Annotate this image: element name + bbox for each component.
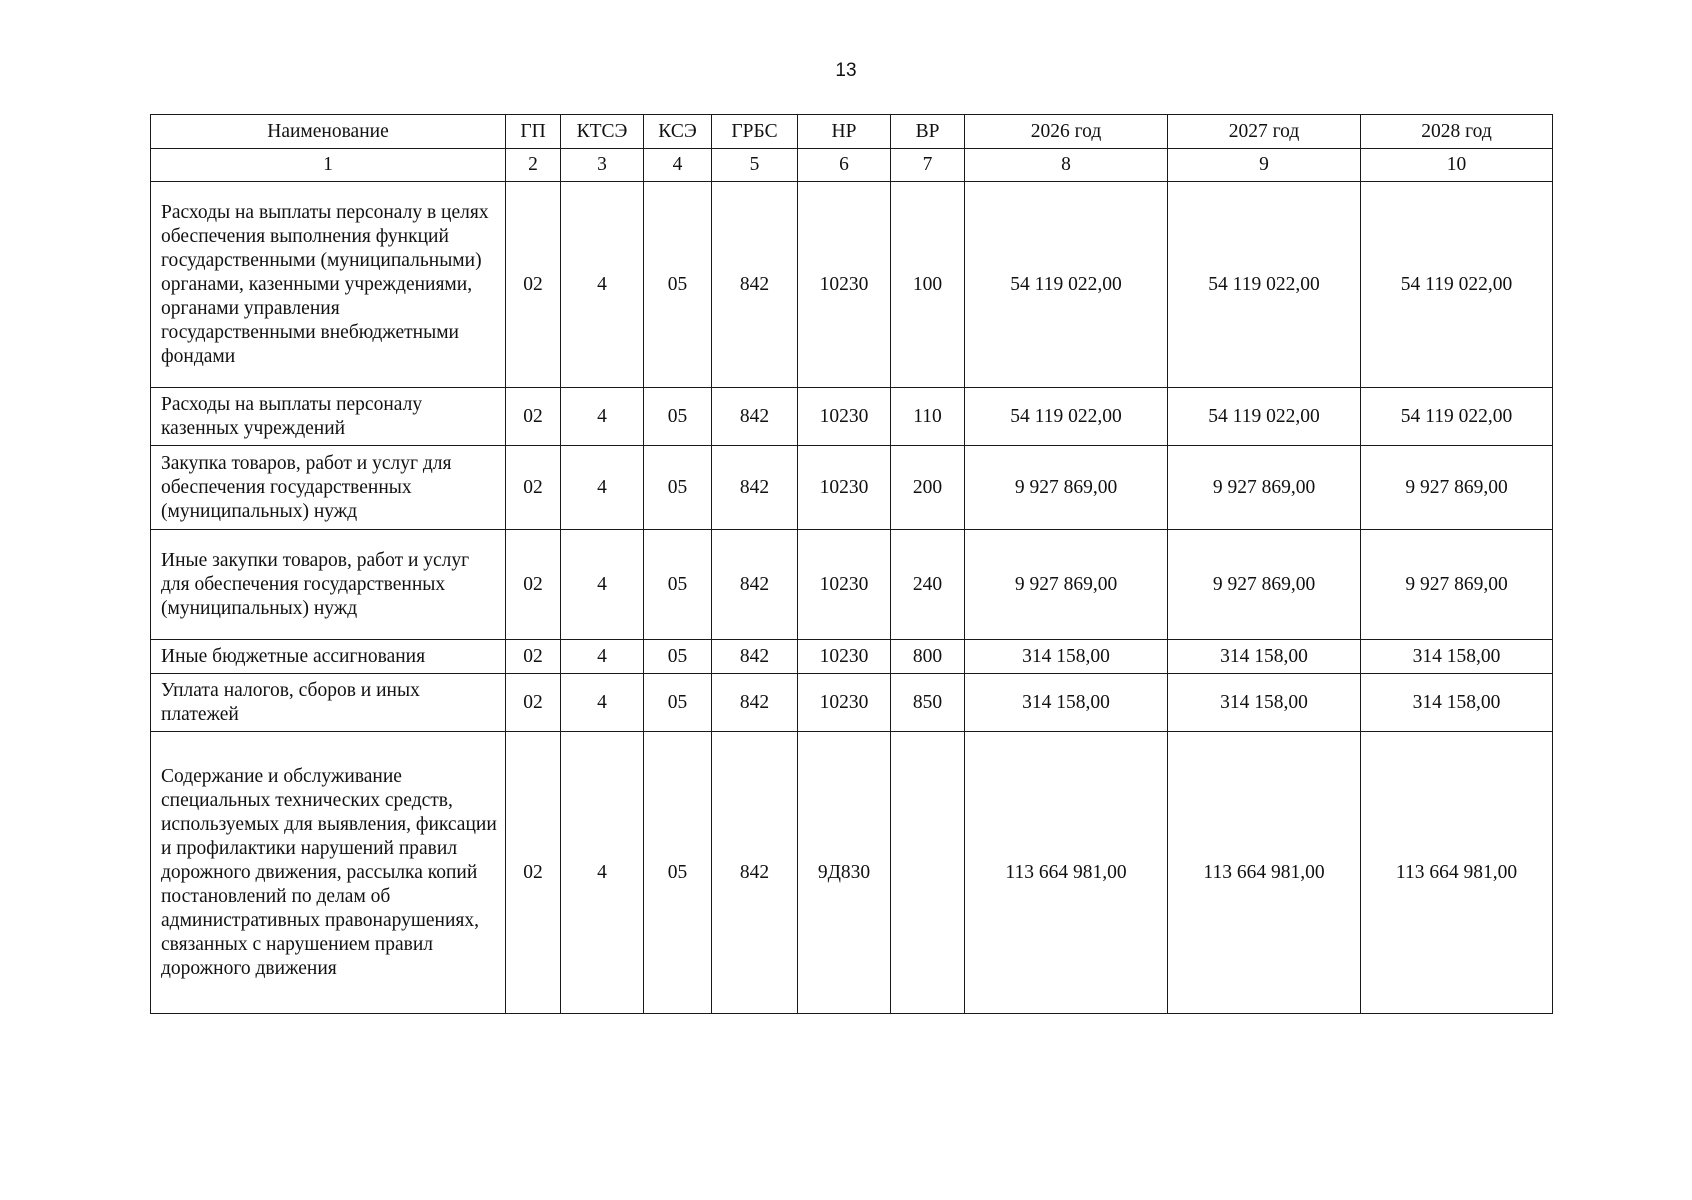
kse-cell: 05 — [644, 530, 712, 640]
header-cell-2028: 2028 год — [1361, 115, 1553, 149]
nr-cell: 10230 — [798, 446, 891, 530]
vr-cell — [891, 732, 965, 1014]
table-row — [151, 446, 1553, 530]
vr-cell: 100 — [891, 182, 965, 388]
amount-2027-cell: 9 927 869,00 — [1168, 446, 1361, 530]
amount-2027-cell: 54 119 022,00 — [1168, 182, 1361, 388]
gp-cell: 02 — [506, 674, 561, 732]
column-number: 1 — [151, 149, 506, 182]
amount-2028-cell: 314 158,00 — [1361, 640, 1553, 674]
amount-2026-cell: 54 119 022,00 — [965, 182, 1168, 388]
grbs-cell: 842 — [712, 182, 798, 388]
table-row — [151, 388, 1553, 446]
amount-2027-cell: 314 158,00 — [1168, 640, 1361, 674]
ktse-cell: 4 — [561, 388, 644, 446]
grbs-cell: 842 — [712, 388, 798, 446]
row-name-cell: Расходы на выплаты персоналу в целях обеспечения выполнения функций государственными (муниципальными) органами, казенными учреждениями, органами управления государственными внебюджетными фондами — [151, 182, 506, 388]
header-cell-2027: 2027 год — [1168, 115, 1361, 149]
table-row — [151, 640, 1553, 674]
amount-2027-cell: 54 119 022,00 — [1168, 388, 1361, 446]
ktse-cell: 4 — [561, 674, 644, 732]
column-number: 5 — [712, 149, 798, 182]
amount-2026-cell: 314 158,00 — [965, 674, 1168, 732]
row-name-cell: Уплата налогов, сборов и иных платежей — [151, 674, 506, 732]
kse-cell: 05 — [644, 182, 712, 388]
amount-2027-cell: 113 664 981,00 — [1168, 732, 1361, 1014]
amount-2028-cell: 54 119 022,00 — [1361, 182, 1553, 388]
column-number: 8 — [965, 149, 1168, 182]
row-name-cell: Закупка товаров, работ и услуг для обеспечения государственных (муниципальных) нужд — [151, 446, 506, 530]
kse-cell: 05 — [644, 640, 712, 674]
grbs-cell: 842 — [712, 732, 798, 1014]
nr-cell: 10230 — [798, 674, 891, 732]
amount-2027-cell: 314 158,00 — [1168, 674, 1361, 732]
gp-cell: 02 — [506, 732, 561, 1014]
gp-cell: 02 — [506, 182, 561, 388]
amount-2028-cell: 113 664 981,00 — [1361, 732, 1553, 1014]
row-name-cell: Расходы на выплаты персоналу казенных учреждений — [151, 388, 506, 446]
nr-cell: 10230 — [798, 388, 891, 446]
vr-cell: 240 — [891, 530, 965, 640]
gp-cell: 02 — [506, 446, 561, 530]
ktse-cell: 4 — [561, 732, 644, 1014]
table-row — [151, 530, 1553, 640]
column-number: 10 — [1361, 149, 1553, 182]
vr-cell: 110 — [891, 388, 965, 446]
amount-2026-cell: 54 119 022,00 — [965, 388, 1168, 446]
kse-cell: 05 — [644, 732, 712, 1014]
ktse-cell: 4 — [561, 640, 644, 674]
vr-cell: 200 — [891, 446, 965, 530]
vr-cell: 850 — [891, 674, 965, 732]
header-cell-grbs: ГРБС — [712, 115, 798, 149]
amount-2028-cell: 9 927 869,00 — [1361, 446, 1553, 530]
kse-cell: 05 — [644, 446, 712, 530]
column-number: 3 — [561, 149, 644, 182]
amount-2026-cell: 314 158,00 — [965, 640, 1168, 674]
header-cell-2026: 2026 год — [965, 115, 1168, 149]
column-number-row — [151, 149, 1553, 182]
nr-cell: 10230 — [798, 640, 891, 674]
table-row — [151, 674, 1553, 732]
header-cell-vr: ВР — [891, 115, 965, 149]
grbs-cell: 842 — [712, 446, 798, 530]
amount-2028-cell: 9 927 869,00 — [1361, 530, 1553, 640]
header-cell-gp: ГП — [506, 115, 561, 149]
grbs-cell: 842 — [712, 640, 798, 674]
header-cell-name: Наименование — [151, 115, 506, 149]
column-number: 4 — [644, 149, 712, 182]
kse-cell: 05 — [644, 674, 712, 732]
table-row — [151, 182, 1553, 388]
grbs-cell: 842 — [712, 674, 798, 732]
header-row — [151, 115, 1553, 149]
ktse-cell: 4 — [561, 446, 644, 530]
amount-2026-cell: 9 927 869,00 — [965, 530, 1168, 640]
nr-cell: 10230 — [798, 530, 891, 640]
ktse-cell: 4 — [561, 182, 644, 388]
row-name-cell: Содержание и обслуживание специальных технических средств, используемых для выявления, фиксации и профилактики нарушений правил дорожного движения, рассылка копий постановлений по делам об административных правонарушениях, связанных с нарушением правил дорожного движения — [151, 732, 506, 1014]
amount-2026-cell: 113 664 981,00 — [965, 732, 1168, 1014]
amount-2026-cell: 9 927 869,00 — [965, 446, 1168, 530]
kse-cell: 05 — [644, 388, 712, 446]
page-number: 13 — [835, 60, 857, 81]
amount-2028-cell: 314 158,00 — [1361, 674, 1553, 732]
column-number: 2 — [506, 149, 561, 182]
header-cell-nr: НР — [798, 115, 891, 149]
row-name-cell: Иные бюджетные ассигнования — [151, 640, 506, 674]
grbs-cell: 842 — [712, 530, 798, 640]
header-cell-ktse: КТСЭ — [561, 115, 644, 149]
header-cell-kse: КСЭ — [644, 115, 712, 149]
nr-cell: 9Д830 — [798, 732, 891, 1014]
vr-cell: 800 — [891, 640, 965, 674]
gp-cell: 02 — [506, 640, 561, 674]
ktse-cell: 4 — [561, 530, 644, 640]
nr-cell: 10230 — [798, 182, 891, 388]
gp-cell: 02 — [506, 530, 561, 640]
amount-2027-cell: 9 927 869,00 — [1168, 530, 1361, 640]
table-row — [151, 732, 1553, 1014]
column-number: 9 — [1168, 149, 1361, 182]
row-name-cell: Иные закупки товаров, работ и услуг для обеспечения государственных (муниципальных) нужд — [151, 530, 506, 640]
budget-table — [150, 114, 1553, 1014]
column-number: 6 — [798, 149, 891, 182]
column-number: 7 — [891, 149, 965, 182]
gp-cell: 02 — [506, 388, 561, 446]
amount-2028-cell: 54 119 022,00 — [1361, 388, 1553, 446]
